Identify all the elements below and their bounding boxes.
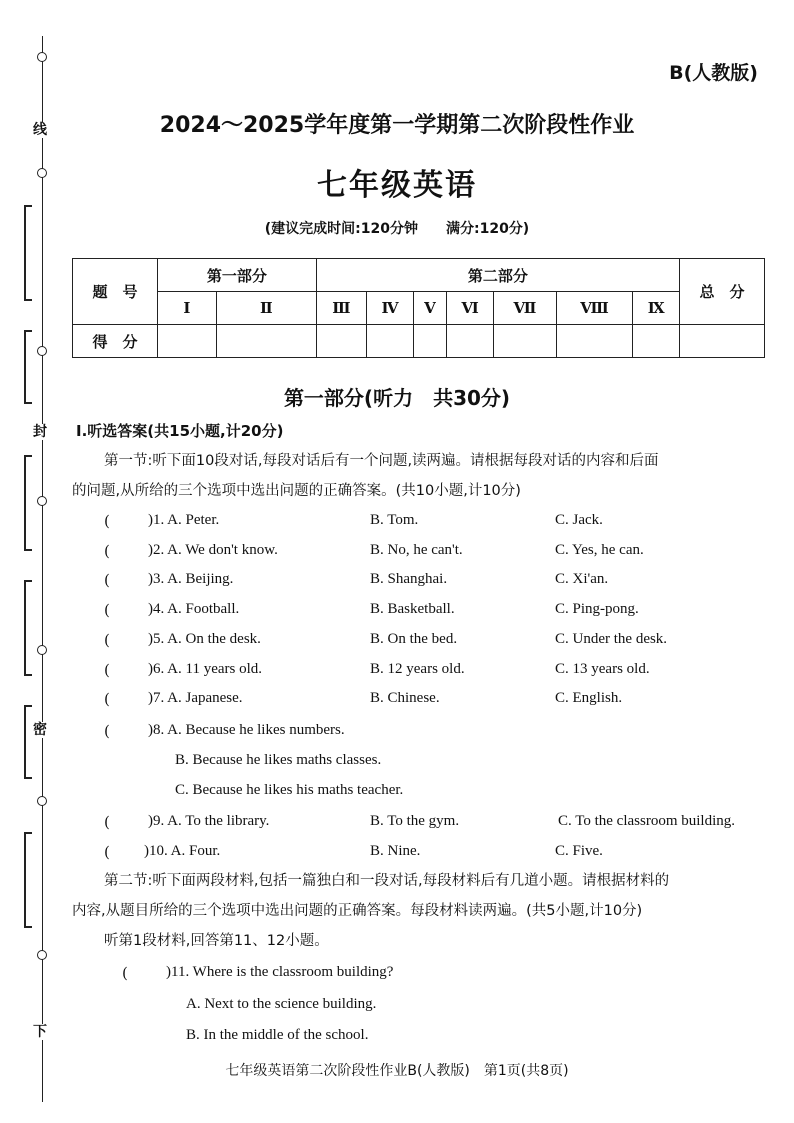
q1-option-b: B. Tom.	[370, 512, 419, 528]
q7-option-c: C. English.	[555, 690, 623, 706]
answer-bracket[interactable]: (	[104, 601, 110, 619]
binding-hole	[37, 796, 47, 806]
part1-header: 第一部分	[158, 259, 317, 292]
page-footer: 七年级英语第二次阶段性作业B(人教版) 第1页(共8页)	[225, 1063, 569, 1079]
answer-bracket[interactable]: (	[104, 571, 110, 589]
q5-option-a: )5. A. On the desk.	[148, 631, 261, 647]
time-info: (建议完成时间:120分钟 满分:120分)	[264, 221, 530, 237]
answer-bracket[interactable]: (	[104, 542, 110, 560]
q11-stem: )11. Where is the classroom building?	[166, 964, 394, 980]
answer-bracket[interactable]: (	[104, 661, 110, 679]
binding-bracket	[24, 455, 32, 551]
answer-bracket[interactable]: (	[104, 813, 110, 831]
instruction-line: 内容,从题目所给的三个选项中选出问题的正确答案。每段材料读两遍。(共5小题,计10分)	[72, 903, 643, 919]
q3-option-b: B. Shanghai.	[370, 571, 448, 587]
binding-bracket	[24, 580, 32, 676]
q2-option-a: )2. A. We don't know.	[148, 542, 278, 558]
q8-option-b: B. Because he likes maths classes.	[175, 752, 382, 768]
roman-cell: Ⅶ	[494, 292, 556, 325]
score-table	[72, 258, 765, 358]
q1-option-a: )1. A. Peter.	[148, 512, 220, 528]
q8-option-a: )8. A. Because he likes numbers.	[148, 722, 345, 738]
answer-bracket[interactable]: (	[104, 512, 110, 530]
score-cell[interactable]	[158, 325, 217, 358]
answer-bracket[interactable]: (	[104, 690, 110, 708]
q2-option-b: B. No, he can't.	[370, 542, 463, 558]
score-cell[interactable]	[633, 325, 680, 358]
q4-option-c: C. Ping-pong.	[555, 601, 639, 617]
q10-option-b: B. Nine.	[370, 843, 421, 859]
material-note: 听第1段材料,回答第11、12小题。	[104, 933, 329, 949]
answer-bracket[interactable]: (	[104, 843, 110, 861]
roman-cell: Ⅸ	[633, 292, 680, 325]
binding-char: 线	[33, 122, 47, 138]
q10-option-a: )10. A. Four.	[144, 843, 221, 859]
answer-bracket[interactable]: (	[122, 964, 128, 982]
row-label-score: 得 分	[73, 325, 158, 358]
q10-option-c: C. Five.	[555, 843, 603, 859]
instruction-line: 第二节:听下面两段材料,包括一篇独白和一段对话,每段材料后有几道小题。请根据材料的	[104, 873, 670, 889]
roman-cell: Ⅴ	[413, 292, 446, 325]
binding-char: 密	[33, 722, 47, 738]
binding-hole	[37, 496, 47, 506]
roman-cell: Ⅳ	[367, 292, 414, 325]
q4-option-a: )4. A. Football.	[148, 601, 240, 617]
section-title: Ⅰ.听选答案(共15小题,计20分)	[76, 422, 284, 440]
q7-option-a: )7. A. Japanese.	[148, 690, 243, 706]
binding-hole	[37, 52, 47, 62]
part2-header: 第二部分	[316, 259, 679, 292]
instruction-line: 的问题,从所给的三个选项中选出问题的正确答案。(共10小题,计10分)	[72, 483, 521, 499]
binding-hole	[37, 645, 47, 655]
binding-char: 下	[33, 1024, 47, 1040]
q9-option-c: C. To the classroom building.	[558, 813, 735, 829]
roman-cell: Ⅰ	[158, 292, 217, 325]
score-cell[interactable]	[494, 325, 556, 358]
binding-hole	[37, 346, 47, 356]
q5-option-c: C. Under the desk.	[555, 631, 668, 647]
score-cell[interactable]	[367, 325, 414, 358]
subject-title: 七年级英语	[317, 168, 477, 203]
score-cell[interactable]	[413, 325, 446, 358]
q9-option-a: )9. A. To the library.	[148, 813, 270, 829]
binding-hole	[37, 950, 47, 960]
q3-option-c: C. Xi'an.	[555, 571, 609, 587]
roman-cell: Ⅱ	[216, 292, 316, 325]
q11-option-b: B. In the middle of the school.	[186, 1027, 369, 1043]
q6-option-c: C. 13 years old.	[555, 661, 650, 677]
score-cell[interactable]	[446, 325, 494, 358]
instruction-line: 第一节:听下面10段对话,每段对话后有一个问题,读两遍。请根据每段对话的内容和后面	[104, 453, 659, 469]
q3-option-a: )3. A. Beijing.	[148, 571, 234, 587]
binding-char: 封	[33, 424, 47, 440]
document-title: 2024～2025学年度第一学期第二次阶段性作业	[159, 113, 635, 138]
q6-option-b: B. 12 years old.	[370, 661, 465, 677]
q8-option-c: C. Because he likes his maths teacher.	[175, 782, 404, 798]
q11-option-a: A. Next to the science building.	[186, 996, 377, 1012]
answer-bracket[interactable]: (	[104, 631, 110, 649]
part-title: 第一部分(听力 共30分)	[283, 386, 511, 410]
score-cell[interactable]	[216, 325, 316, 358]
q6-option-a: )6. A. 11 years old.	[148, 661, 263, 677]
q4-option-b: B. Basketball.	[370, 601, 455, 617]
q2-option-c: C. Yes, he can.	[555, 542, 644, 558]
roman-cell: Ⅲ	[316, 292, 366, 325]
answer-bracket[interactable]: (	[104, 722, 110, 740]
q5-option-b: B. On the bed.	[370, 631, 458, 647]
roman-cell: Ⅷ	[556, 292, 633, 325]
row-label-question: 题 号	[73, 259, 158, 325]
score-cell[interactable]	[316, 325, 366, 358]
roman-cell: Ⅵ	[446, 292, 494, 325]
total-score-cell[interactable]	[680, 325, 765, 358]
binding-bracket	[24, 705, 32, 779]
edition-label: B(人教版)	[669, 62, 758, 84]
total-header: 总 分	[680, 259, 765, 325]
score-cell[interactable]	[556, 325, 633, 358]
binding-bracket	[24, 832, 32, 928]
q1-option-c: C. Jack.	[555, 512, 603, 528]
q9-option-b: B. To the gym.	[370, 813, 460, 829]
q7-option-b: B. Chinese.	[370, 690, 440, 706]
